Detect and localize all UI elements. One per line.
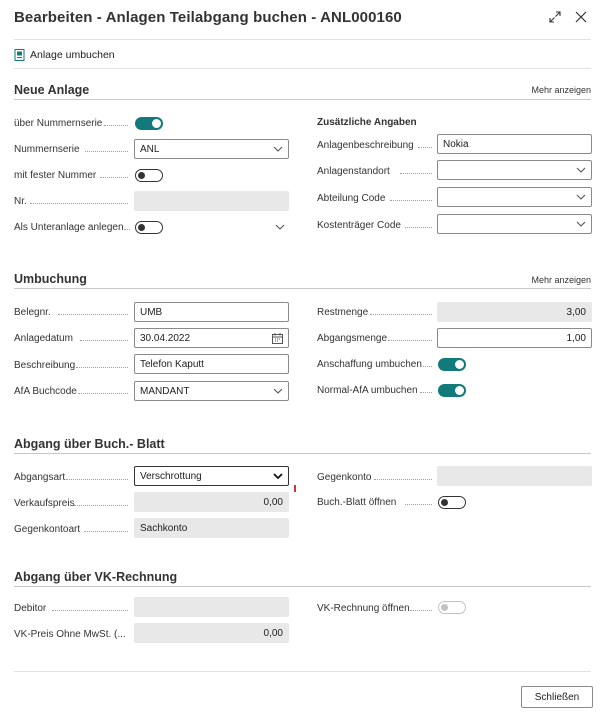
vk-preis-value: 0,00: [263, 627, 283, 639]
buchblatt-oeffnen-toggle[interactable]: [438, 496, 466, 509]
abgangsmenge-input[interactable]: [437, 328, 592, 348]
dot-leader: [80, 340, 128, 341]
dot-leader: [400, 173, 432, 174]
abgangsmenge-value: 1,00: [566, 332, 586, 344]
abgangsart-select[interactable]: [134, 466, 289, 486]
vk-preis-field: [134, 623, 289, 643]
restmenge-field: [437, 302, 592, 322]
section-divider: [14, 288, 591, 289]
chevron-down-icon: [576, 165, 586, 175]
dot-leader: [405, 504, 432, 505]
debitor-label: Debitor: [14, 603, 47, 614]
belegnr-value: UMB: [140, 306, 163, 318]
abteilung-code-label: Abteilung Code: [317, 193, 386, 204]
chevron-down-icon: [273, 144, 283, 154]
chevron-down-icon: [576, 219, 586, 229]
header-divider: [14, 39, 591, 40]
nummernserie-select[interactable]: [134, 139, 289, 159]
vk-preis-label: VK-Preis Ohne MwSt. (...: [14, 629, 126, 640]
dot-leader: [418, 147, 432, 148]
close-button[interactable]: Schließen: [521, 686, 593, 708]
mit-fester-nummer-toggle[interactable]: [135, 169, 163, 182]
verkaufspreis-field: [134, 492, 289, 512]
dot-leader: [58, 314, 128, 315]
actions-divider: [14, 68, 591, 69]
dot-leader: [388, 340, 432, 341]
anlagenbeschreibung-label: Anlagenbeschreibung: [317, 140, 414, 151]
normal-afa-umbuchen-toggle[interactable]: [438, 384, 466, 397]
gegenkontoart-field: [134, 518, 289, 538]
dot-leader: [410, 610, 432, 611]
dot-leader: [78, 393, 128, 394]
gegenkontoart-value: Sachkonto: [140, 522, 188, 534]
beschreibung-input[interactable]: [134, 354, 289, 374]
belegnr-input[interactable]: [134, 302, 289, 322]
abgangsmenge-label: Abgangsmenge: [317, 333, 388, 344]
afa-buchcode-value: MANDANT: [140, 385, 190, 397]
section-divider: [14, 99, 591, 100]
nr-field: [134, 191, 289, 211]
dot-leader: [100, 177, 128, 178]
reclassify-action[interactable]: [14, 49, 115, 61]
dot-leader: [30, 203, 128, 204]
gegenkonto-label: Gegenkonto: [317, 472, 372, 483]
dot-leader: [124, 229, 130, 230]
dot-leader: [66, 479, 128, 480]
footer-divider: [14, 671, 591, 672]
afa-buchcode-label: AfA Buchcode: [14, 386, 77, 397]
expand-button[interactable]: [545, 7, 565, 27]
required-indicator: [294, 485, 296, 492]
abgangsart-value: Verschrottung: [140, 470, 202, 482]
nummernserie-value: ANL: [140, 143, 160, 155]
verkaufspreis-value: 0,00: [263, 496, 283, 508]
buchblatt-oeffnen-label: Buch.-Blatt öffnen: [317, 497, 397, 508]
vk-rechnung-oeffnen-label: VK-Rechnung öffnen: [317, 603, 410, 614]
section-title-abgang-vkrechnung[interactable]: Abgang über VK-Rechnung: [14, 570, 178, 584]
gegenkontoart-label: Gegenkontoart: [14, 524, 81, 535]
reclassify-label: Anlage umbuchen: [30, 49, 115, 61]
restmenge-value: 3,00: [566, 306, 586, 318]
chevron-down-icon[interactable]: [275, 222, 285, 232]
dot-leader: [420, 392, 432, 393]
calendar-icon[interactable]: [272, 333, 283, 344]
dot-leader: [423, 366, 432, 367]
dot-leader: [84, 531, 128, 532]
dot-leader: [370, 314, 432, 315]
page-title: Bearbeiten - Anlagen Teilabgang buchen - ANL000160: [14, 9, 402, 26]
show-more-umbuchung[interactable]: Mehr anzeigen: [531, 275, 591, 285]
vk-rechnung-oeffnen-toggle: [438, 601, 466, 614]
show-more-neue-anlage[interactable]: Mehr anzeigen: [531, 85, 591, 95]
section-title-neue-anlage[interactable]: Neue Anlage: [14, 83, 90, 97]
restmenge-label: Restmenge: [317, 307, 369, 318]
normal-afa-umbuchen-label: Normal-AfA umbuchen: [317, 385, 418, 396]
afa-buchcode-select[interactable]: [134, 381, 289, 401]
section-divider: [14, 453, 591, 454]
dot-leader: [74, 505, 128, 506]
dot-leader: [52, 610, 128, 611]
dot-leader: [405, 227, 432, 228]
nummernserie-label: Nummernserie: [14, 144, 80, 155]
anlagedatum-input[interactable]: [134, 328, 289, 348]
expand-icon: [548, 10, 562, 24]
beschreibung-label: Beschreibung: [14, 360, 76, 371]
section-title-umbuchung[interactable]: Umbuchung: [14, 272, 87, 286]
document-icon: [14, 49, 25, 61]
belegnr-label: Belegnr.: [14, 307, 51, 318]
anlagedatum-label: Anlagedatum: [14, 333, 73, 344]
dot-leader: [76, 367, 128, 368]
als-unteranlage-toggle[interactable]: [135, 221, 163, 234]
mit-fester-nummer-label: mit fester Nummer: [14, 170, 97, 181]
abgangsart-label: Abgangsart: [14, 472, 66, 483]
section-title-abgang-buchblatt[interactable]: Abgang über Buch.- Blatt: [14, 437, 165, 451]
anlagenbeschreibung-input[interactable]: [437, 134, 592, 154]
anlagenbeschreibung-value: Nokia: [443, 138, 469, 150]
close-icon: [574, 10, 588, 24]
als-unteranlage-label: Als Unteranlage anlegen: [14, 222, 124, 233]
anschaffung-umbuchen-label: Anschaffung umbuchen: [317, 359, 422, 370]
kostentraeger-code-label: Kostenträger Code: [317, 220, 401, 231]
debitor-field: [134, 597, 289, 617]
abteilung-code-select[interactable]: [437, 187, 592, 207]
close-window-button[interactable]: [571, 7, 591, 27]
chevron-down-icon: [576, 192, 586, 202]
anlagenstandort-label: Anlagenstandort: [317, 166, 390, 177]
verkaufspreis-label: Verkaufspreis: [14, 498, 75, 509]
anlagenstandort-select[interactable]: [437, 160, 592, 180]
kostentraeger-code-select[interactable]: [437, 214, 592, 234]
ueber-nummernserie-toggle[interactable]: [135, 117, 163, 130]
ueber-nummernserie-label: über Nummernserie: [14, 118, 103, 129]
dot-leader: [390, 200, 432, 201]
gegenkonto-field: [437, 466, 592, 486]
section-divider: [14, 586, 591, 587]
chevron-down-icon: [273, 471, 283, 481]
beschreibung-value: Telefon Kaputt: [140, 358, 204, 370]
anlagedatum-value: 30.04.2022: [140, 332, 191, 344]
anschaffung-umbuchen-toggle[interactable]: [438, 358, 466, 371]
dot-leader: [374, 479, 432, 480]
dot-leader: [85, 151, 128, 152]
dot-leader: [104, 125, 128, 126]
zusaetzliche-angaben-heading: Zusätzliche Angaben: [317, 117, 417, 128]
nr-label: Nr.: [14, 196, 27, 207]
chevron-down-icon: [273, 386, 283, 396]
